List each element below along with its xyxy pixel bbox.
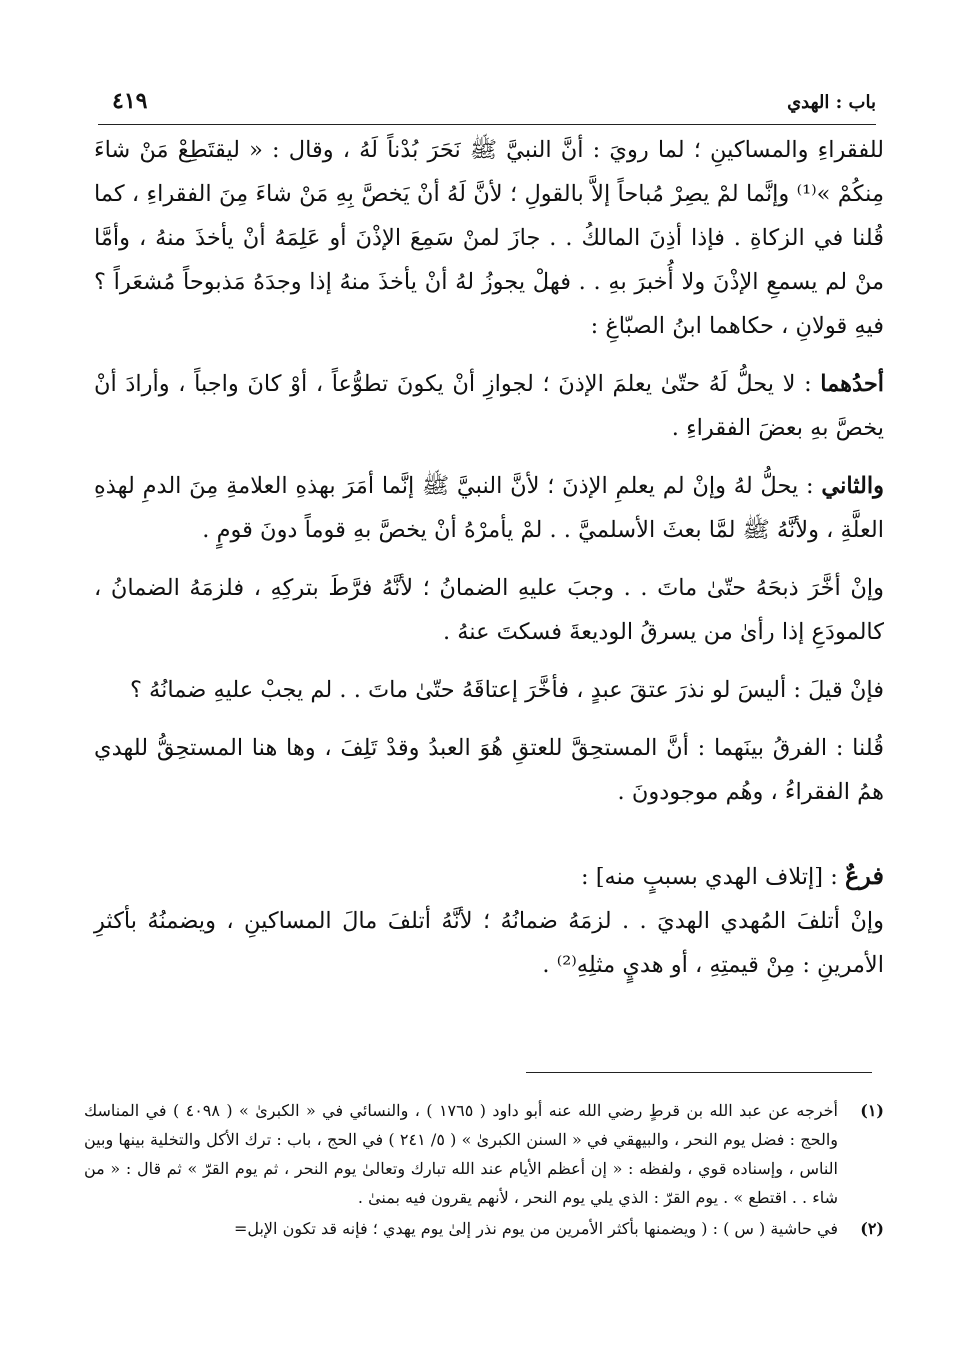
paragraph [94,464,884,552]
paragraph-text: : لا يحلُّ لَهُ حتّىٰ يعلمَ الإذنَ ؛ لجوازِ أنْ يكونَ تطوُّعاً ، أوْ كانَ واجباً ، وأرادَ أنْ يخصَّ بهِ بعضَ الفقراءِ . [94,371,884,441]
paragraph [94,668,884,712]
paragraph-lead: والثاني [821,473,884,499]
paragraph-text: فإنْ قيلَ : أليسَ لو نذرَ عتقَ عبدٍ ، فأخَّرَ إعتاقَهُ حتّىٰ ماتَ . . لم يجبْ عليهِ ضمانُهُ ؟ [129,677,884,703]
page-number: ٤١٩ [112,88,148,114]
footnotes [84,1096,884,1245]
footnote [84,1096,884,1212]
paragraph [94,726,884,814]
paragraph-text: للفقراءِ والمساكينِ ؛ لما رويَ : أنَّ النبيَّ ﷺ نَحَرَ بُدْناً لَهُ ، وقال : « ليقتَطِعْ مَنْ شاءَ مِنكُمْ »⁽¹⁾ وإنَّما لمْ يصِرْ مُباحاً إلاَّ بالقولِ ؛ لأنَّ لَهُ أنْ يَخصَّ بِهِ مَنْ شاءَ مِنَ الفقراءِ ، كما قُلنا في الزكاةِ . فإذا أذِنَ المالكُ . . جازَ لمنْ سَمِعَ الإذْنَ أو عَلِمَهُ أنْ يأخذَ منهُ ، وأمَّا منْ لم يسمعِ الإذْنَ ولا أُخبرَ بهِ . . فهلْ يجوزُ لهُ أنْ يأخذَ منهُ إذا وجدَهُ مَذبوحاً مُشعَراً ؟ فيهِ قولانِ ، حكاهما ابنُ الصبّاغِ : [94,137,885,339]
paragraph-text: قُلنا : الفرقُ بينَهما : أنَّ المستحِقَّ للعتقِ هُوَ العبدُ وقدْ تَلِفَ ، وها هنا المستحِقُّ للهدي همُ الفقراءُ ، وهُم موجودونَ . [94,735,884,805]
section-title: : [إتلاف الهدي بسببٍ منه] : [581,864,845,890]
footnote-mark: (١) [860,1101,884,1120]
paragraph [94,128,884,348]
paragraph [94,362,884,450]
running-header [98,84,876,125]
footnote [84,1214,884,1243]
paragraph-text: وإنْ أخَّرَ ذبحَهُ حتّىٰ ماتَ . . وجبَ عليهِ الضمانُ ؛ لأنَّهُ فرَّطَ بتركِهِ ، فلزمَهُ الضمانُ ، كالمودَعِ إذا رأىٰ من يسرقُ الوديعةَ فسكتَ عنهُ . [94,575,884,645]
paragraph [94,566,884,654]
section-lead: فرعٌ [844,861,884,890]
footnote-text: في حاشية ( س ) : ( ويضمنها بأكثر الأمرين من يوم نذر إلىٰ يوم يهدي ؛ فإنه قد تكون الإبل= [233,1219,838,1238]
footnote-text: أخرجه عن عبد الله بن قرطٍ رضي الله عنه أبو داود ( ١٧٦٥ ) ، والنسائي في « الكبرىٰ » ( ٤٠٩٨ ) في المناسك والحج : فضل يوم النحر ، والبيهقي في « السنن الكبرىٰ » ( ٥/ ٢٤١ ) في الحج ، باب : ترك الأكل والتخلية بينها وبين الناس ، وإسناده قوي ، ولفظه : « إن أعظم الأيام عند الله تبارك وتعالىٰ يوم النحر ، ثم يوم القرّ » ثم قال : « من شاء . . اقتطع » . يوم القرّ : الذي يلي يوم النحر ، لأنهم يقرون فيه بمنىٰ . [84,1101,838,1207]
section-paragraph: وإنْ أتلفَ المُهدي الهديَ . . لزمَهُ ضمانُهُ ؛ لأنَّهُ أتلفَ مالَ المساكينِ ، ويضمنُهُ بأكثرِ الأمرينِ : مِنْ قيمتِهِ ، أو هديٍ مثلِهِ⁽²⁾ . [94,908,884,978]
paragraph-lead: أحدُهما [820,371,884,397]
paragraph-text: : يحلُّ لهُ وإنْ لم يعلمِ الإذنَ ؛ لأنَّ النبيَّ ﷺ إنَّما أمَرَ بهذهِ العلامةِ مِنَ الدمِ لهذهِ العلَّةِ ، ولأنَّهُ ﷺ لمَّا بعثَ الأسلميَّ . . لمْ يأمرْهُ أنْ يخصَّ بهِ قوماً دونَ قومٍ . [94,473,884,543]
footnote-separator [526,1072,872,1073]
footnote-mark: (٢) [860,1219,884,1238]
chapter-title: باب : الهدي [787,92,876,113]
main-text [94,128,884,1001]
section-heading [94,854,884,899]
